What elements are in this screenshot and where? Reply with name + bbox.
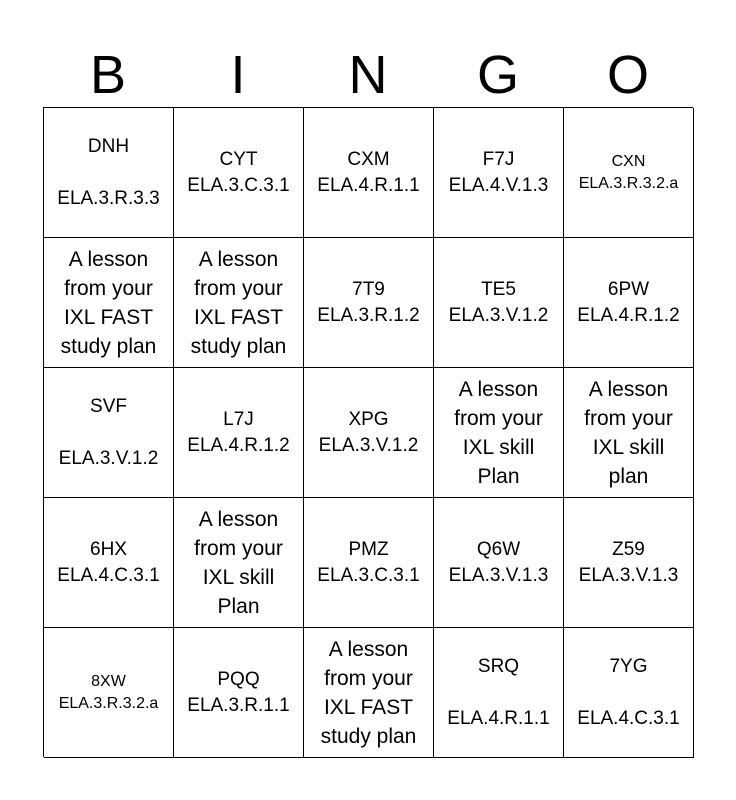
cell-code: PMZ bbox=[348, 538, 389, 560]
bingo-cell[interactable] bbox=[304, 238, 434, 368]
cell-code: 7YG bbox=[609, 655, 648, 677]
cell-code: CXM bbox=[347, 148, 390, 170]
cell-standard: ELA.3.V.1.3 bbox=[448, 564, 549, 586]
cell-code: CXN bbox=[611, 152, 646, 170]
cell-standard: ELA.4.R.1.1 bbox=[447, 707, 550, 729]
cell-code: L7J bbox=[223, 408, 254, 430]
cell-standard: ELA.3.R.1.2 bbox=[317, 304, 420, 326]
cell-code: 6HX bbox=[90, 538, 127, 560]
cell-standard: ELA.4.R.1.1 bbox=[317, 174, 420, 196]
cell-standard: ELA.3.R.1.1 bbox=[187, 694, 290, 716]
header-letter-o: O bbox=[606, 45, 649, 105]
bingo-cell[interactable] bbox=[44, 628, 174, 758]
cell-standard: ELA.3.V.1.2 bbox=[318, 434, 419, 456]
bingo-cell[interactable] bbox=[434, 498, 564, 628]
cell-standard: ELA.4.C.3.1 bbox=[577, 707, 680, 729]
bingo-cell[interactable] bbox=[174, 368, 304, 498]
bingo-board bbox=[43, 107, 693, 757]
cell-standard: ELA.4.R.1.2 bbox=[187, 434, 290, 456]
bingo-cell[interactable] bbox=[434, 368, 564, 498]
cell-standard: ELA.3.R.3.2.a bbox=[578, 174, 679, 192]
cell-phrase: A lesson from your IXL FAST study plan bbox=[60, 247, 157, 358]
cell-code: XPG bbox=[348, 408, 389, 430]
cell-code: CYT bbox=[219, 148, 258, 170]
cell-code: 6PW bbox=[607, 278, 650, 300]
cell-phrase: A lesson from your IXL FAST study plan bbox=[190, 247, 287, 358]
bingo-cell[interactable] bbox=[44, 108, 174, 238]
bingo-cell[interactable] bbox=[44, 368, 174, 498]
bingo-cell[interactable] bbox=[44, 238, 174, 368]
bingo-cell[interactable] bbox=[174, 628, 304, 758]
cell-standard: ELA.4.C.3.1 bbox=[57, 564, 160, 586]
bingo-cell[interactable] bbox=[564, 238, 694, 368]
cell-code: TE5 bbox=[481, 278, 516, 300]
bingo-cell[interactable] bbox=[304, 498, 434, 628]
bingo-cell[interactable] bbox=[174, 238, 304, 368]
cell-code: 8XW bbox=[91, 672, 126, 690]
cell-standard: ELA.3.R.3.2.a bbox=[58, 694, 159, 712]
cell-code: PQQ bbox=[217, 668, 260, 690]
bingo-cell[interactable] bbox=[434, 238, 564, 368]
cell-code: F7J bbox=[482, 148, 515, 170]
cell-code: DNH bbox=[87, 135, 130, 157]
header-letter-g: G bbox=[476, 45, 519, 105]
header-letter-i: I bbox=[230, 45, 246, 105]
bingo-cell[interactable] bbox=[174, 108, 304, 238]
bingo-cell[interactable] bbox=[304, 108, 434, 238]
cell-standard: ELA.3.V.1.2 bbox=[58, 447, 159, 469]
bingo-cell[interactable] bbox=[564, 628, 694, 758]
bingo-cell[interactable] bbox=[564, 368, 694, 498]
cell-code: Q6W bbox=[476, 538, 521, 560]
bingo-cell[interactable] bbox=[434, 628, 564, 758]
cell-code: Z59 bbox=[612, 538, 645, 560]
cell-standard: ELA.3.V.1.3 bbox=[578, 564, 679, 586]
cell-phrase: A lesson from your IXL skill Plan bbox=[194, 507, 283, 618]
bingo-cell[interactable] bbox=[44, 498, 174, 628]
cell-code: 7T9 bbox=[352, 278, 385, 300]
bingo-cell[interactable] bbox=[564, 498, 694, 628]
cell-code: SRQ bbox=[477, 655, 520, 677]
cell-code: SVF bbox=[90, 395, 127, 417]
bingo-cell[interactable] bbox=[564, 108, 694, 238]
cell-phrase: A lesson from your IXL skill Plan bbox=[454, 377, 543, 488]
bingo-cell[interactable] bbox=[304, 368, 434, 498]
cell-standard: ELA.3.R.3.3 bbox=[57, 187, 160, 209]
cell-standard: ELA.3.C.3.1 bbox=[317, 564, 420, 586]
bingo-cell[interactable] bbox=[434, 108, 564, 238]
bingo-cell[interactable] bbox=[304, 628, 434, 758]
cell-standard: ELA.4.R.1.2 bbox=[577, 304, 680, 326]
cell-phrase: A lesson from your IXL FAST study plan bbox=[320, 637, 417, 748]
bingo-header bbox=[43, 42, 693, 108]
cell-phrase: A lesson from your IXL skill plan bbox=[584, 377, 673, 488]
cell-standard: ELA.3.V.1.2 bbox=[448, 304, 549, 326]
cell-standard: ELA.4.V.1.3 bbox=[448, 174, 549, 196]
cell-standard: ELA.3.C.3.1 bbox=[187, 174, 290, 196]
header-letter-b: B bbox=[89, 45, 127, 105]
bingo-cell[interactable] bbox=[174, 498, 304, 628]
header-letter-n: N bbox=[348, 45, 388, 105]
